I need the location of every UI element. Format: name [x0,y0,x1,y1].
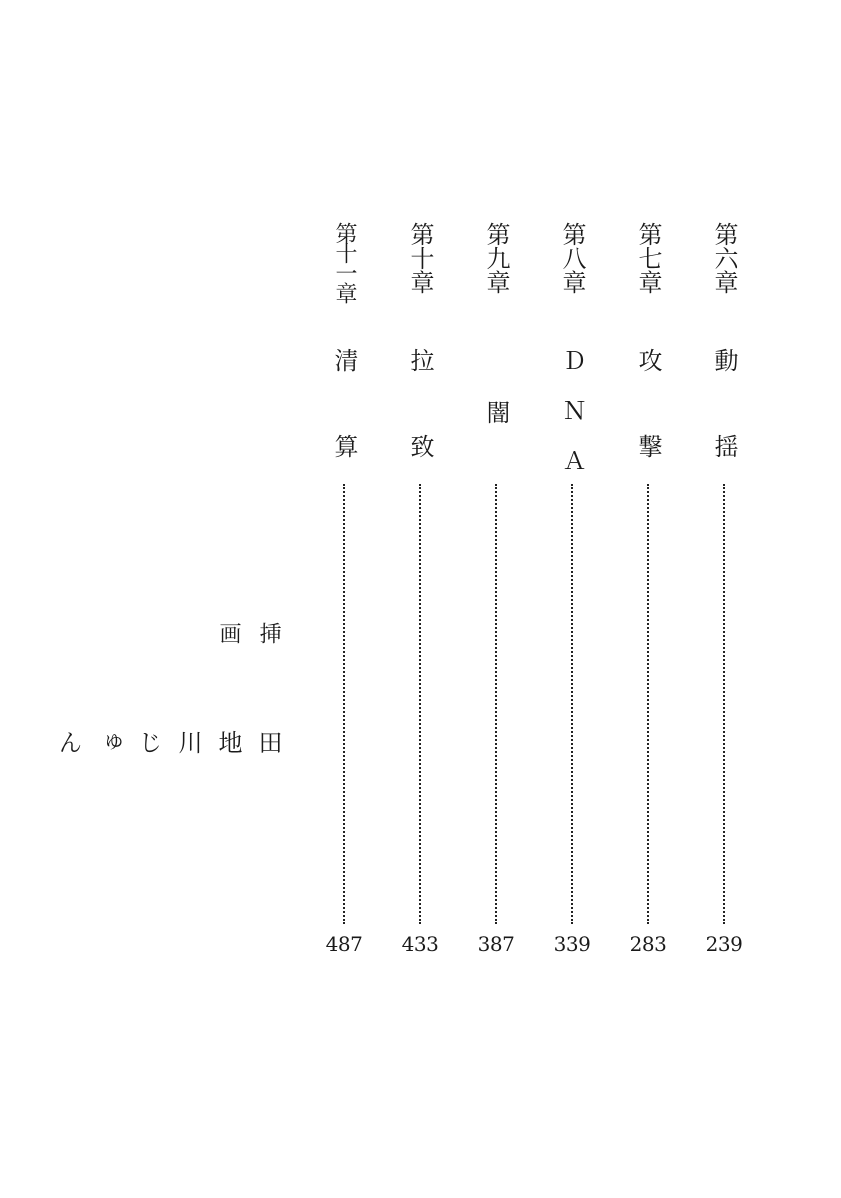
dotted-leader [571,484,573,924]
chapter-title: 闇 [482,400,510,424]
chapter-label: 第十一章 [332,222,357,302]
chapter-label: 第十章 [406,222,434,294]
chapter-title: ＤＮＡ [558,348,586,498]
toc-entry-chapter-6[interactable] [704,222,744,962]
illustrator-label: 挿画 [216,622,281,662]
chapter-title: 清算 [330,348,358,520]
toc-entry-chapter-8[interactable] [552,222,592,962]
illustrator-name: 田地川じゅん [54,730,282,758]
dotted-leader [495,484,497,924]
chapter-label: 第八章 [558,222,586,294]
toc-entry-chapter-9[interactable] [476,222,516,962]
chapter-title: 動揺 [710,348,738,520]
chapter-label: 第九章 [482,222,510,294]
page-number: 387 [477,932,515,956]
page-number: 487 [325,932,363,956]
dotted-leader [419,484,421,924]
page-number: 239 [705,932,743,956]
toc-entry-chapter-10[interactable] [400,222,440,962]
chapter-label: 第六章 [710,222,738,294]
page-number: 339 [553,932,591,956]
dotted-leader [343,484,345,924]
dotted-leader [723,484,725,924]
toc-entry-chapter-7[interactable] [628,222,668,962]
toc-entry-chapter-11[interactable] [324,222,364,962]
chapter-label: 第七章 [634,222,662,294]
page-number: 283 [629,932,667,956]
chapter-title: 攻撃 [634,348,662,520]
page-number: 433 [401,932,439,956]
dotted-leader [647,484,649,924]
chapter-title: 拉致 [406,348,434,520]
